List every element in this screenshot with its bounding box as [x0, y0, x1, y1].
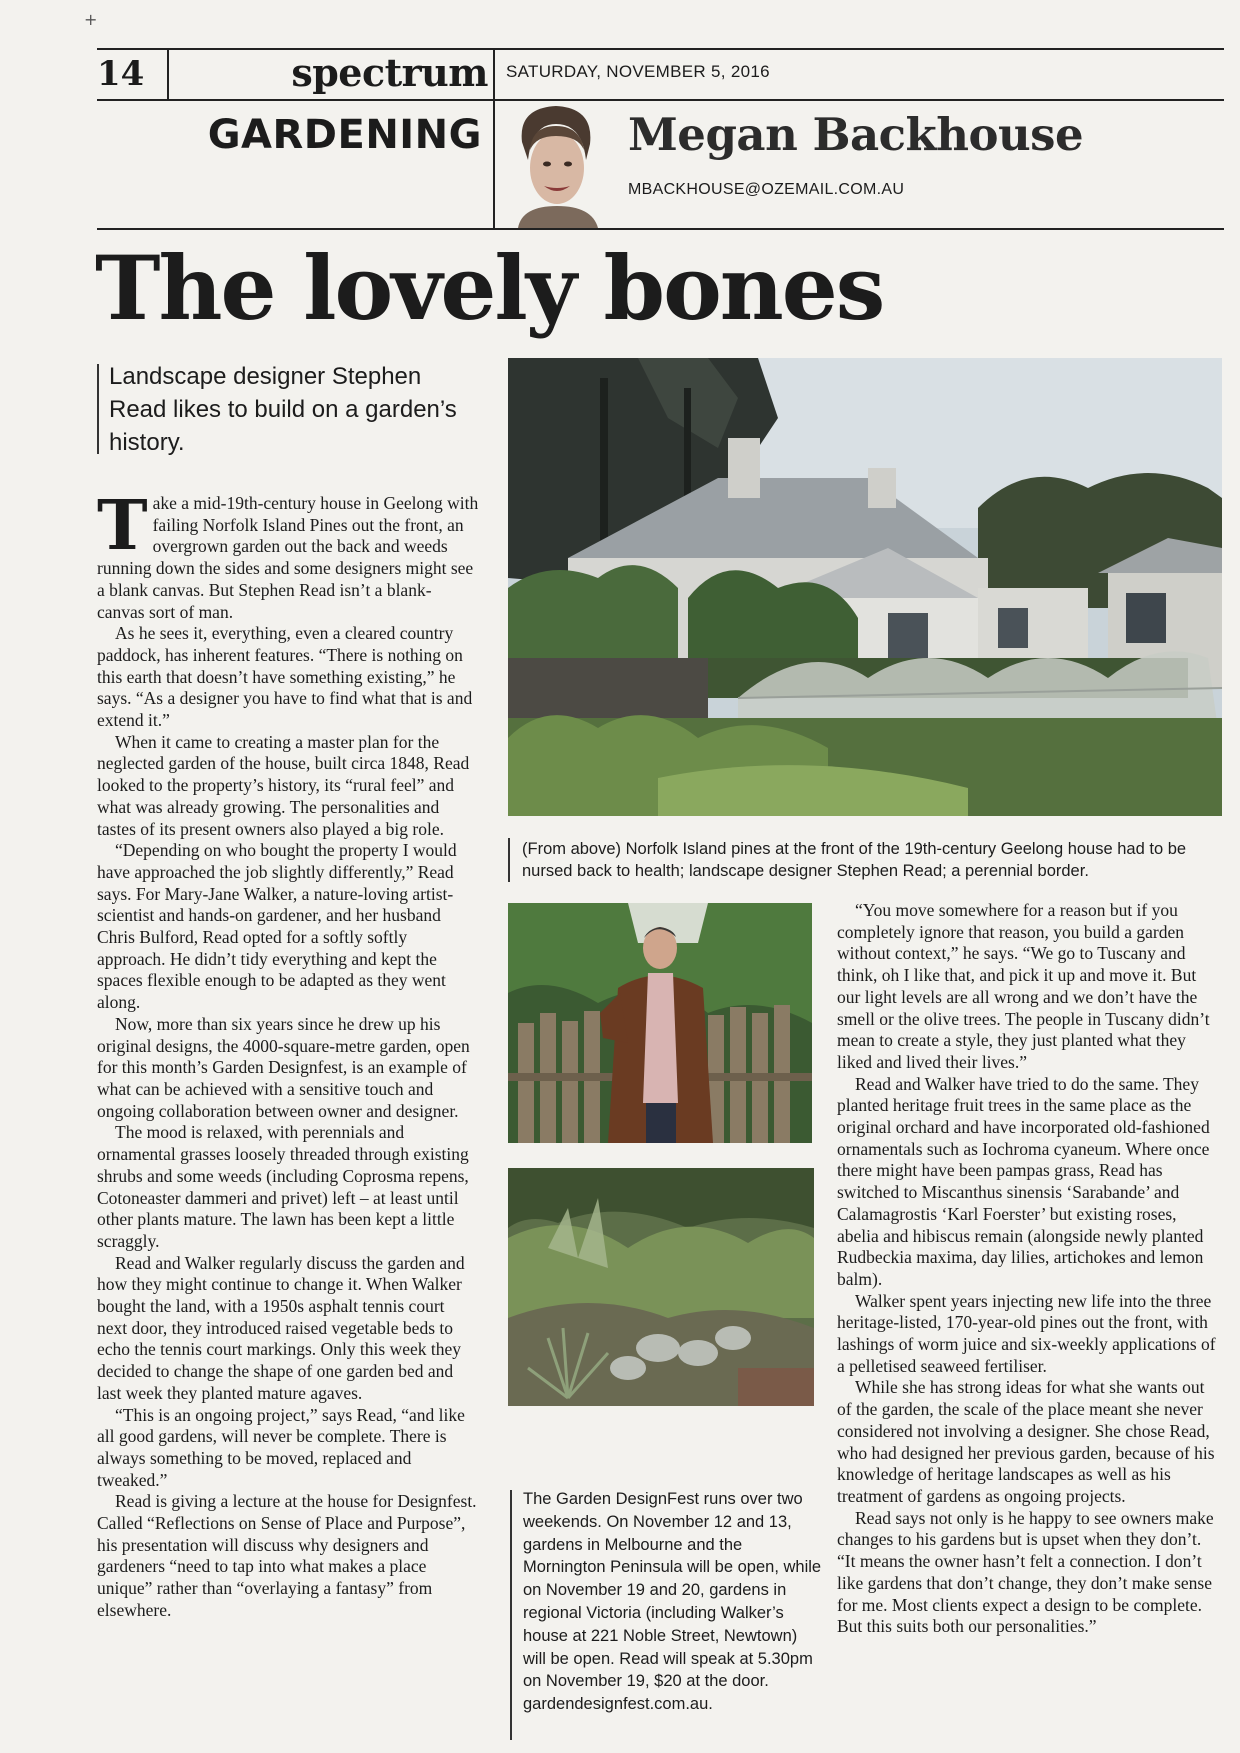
article-column-3 — [837, 900, 1220, 1638]
paragraph: Read and Walker have tried to do the same. They planted heritage fruit trees in the same place as the original orchard and have incorporated old-fashioned ornamentals such as Iochroma cyaneum. Where once there might have been pampas grass, Read has switched to Miscanthus sinensis ‘Sarabande’ and Calamagrostis ‘Karl Foerster’ but existing roses, abelia and hibiscus remain (alongside newly planted Rudbeckia maxima, day lilies, artichokes and lemon balm). — [837, 1073, 1210, 1289]
paragraph: Read says not only is he happy to see owners make changes to his gardens but is upset when they don’t. “It means the owner hasn’t felt a connection. I don’t like gardens that don’t change, they don’t make sense for me. Most clients expect a design to be complete. But this suits both our personalities.” — [837, 1507, 1214, 1637]
paragraph: “You move somewhere for a reason but if you completely ignore that reason, you build a garden without context,” he says. “We go to Tuscany and think, oh I like that, and pick it up and move it. But our light levels are all wrong and we don’t have the smell or the olive trees. The people in Tuscany didn’t mean to create a style, they just planted what they liked and lived their lives.” — [837, 900, 1210, 1072]
perennial-border-photo — [508, 1168, 814, 1406]
header-bottom-rule — [97, 228, 1224, 230]
dateline: SATURDAY, NOVEMBER 5, 2016 — [506, 62, 770, 81]
header-divider — [167, 48, 169, 100]
author-email[interactable]: MBACKHOUSE@OZEMAIL.COM.AU — [628, 181, 905, 198]
author-portrait — [508, 102, 606, 228]
article-column-1 — [97, 486, 479, 1622]
paragraph: The mood is relaxed, with perennials and ornamental grasses loosely threaded through existing shrubs and some weeds (including Coprosma repens, Cotoneaster dammeri and privet) left – at least until other plants mature. The lawn has been kept a little scraggly. — [97, 1122, 469, 1251]
page-number: 14 — [97, 54, 145, 94]
photo-caption: (From above) Norfolk Island pines at the front of the 19th-century Geelong house had to be nursed back to health; landscape designer Stephen Read; a perennial border. — [522, 840, 1187, 880]
paragraph: “This is an ongoing project,” says Read, “and like all good gardens, will never be complete. There is always something to be moved, replaced and tweaked.” — [97, 1404, 465, 1490]
infobox-rule — [510, 1490, 512, 1740]
paragraph: “Depending on who bought the property I would have approached the job slightly differently,” Read says. For Mary-Jane Walker, a nature-loving artist-scientist and hands-on gardener, and her husband Chris Bulford, Read opted for a softly softly approach. He didn’t tidy everything and kept the spaces flexible enough to be adapted as they went along. — [97, 840, 457, 1013]
masthead: spectrum — [291, 50, 488, 95]
header-middle-rule — [97, 99, 1224, 101]
paragraph: When it came to creating a master plan for the neglected garden of the house, built circa 1848, Read looked to the property’s history, its “rural feel” and what was already growing. The personalities and tastes of its present owners also played a big role. — [97, 731, 470, 839]
event-infobox: The Garden DesignFest runs over two weekends. On November 12 and 13, gardens in Melbourne and the Mornington Peninsula will be open, while on November 19 and 20, gardens in regional Victoria (including Walker’s house at 221 Noble Street, Newtown) will be open. Read will speak at 5.30pm on November 19, $20 at the door. gardendesignfest.com.au. — [523, 1490, 822, 1714]
section-label: GARDENING — [207, 112, 482, 158]
headline: The lovely bones — [95, 236, 884, 340]
paragraph: As he sees it, everything, even a cleared country paddock, has inherent features. “There is nothing on this earth that doesn’t have something existing,” he says. “As a designer you have to find what that is and extend it.” — [97, 623, 473, 731]
paragraph: Now, more than six years since he drew up his original designs, the 4000-square-metre garden, open for this month’s Garden Designfest, is an example of what can be achieved with a sensitive touch and ongoing collaboration between owner and designer. — [97, 1013, 470, 1121]
header-divider — [493, 48, 495, 229]
paragraph: Read is giving a lecture at the house for Designfest. Called “Reflections on Sense of Place and Purpose”, his presentation will discuss why designers and gardeners “need to tap into what makes a place unique” rather than “overlaying a fantasy” from elsewhere. — [97, 1491, 477, 1620]
designer-photo — [508, 903, 812, 1143]
paragraph: While she has strong ideas for what she wants out of the garden, the scale of the place meant she never considered not involving a designer. She chose Read, who had designed her previous garden, because of his knowledge of heritage landscapes as well as his treatment of gardens as ongoing projects. — [837, 1377, 1215, 1506]
author-name: Megan Backhouse — [628, 108, 1084, 161]
standfirst: Landscape designer Stephen Read likes to build on a garden’s history. — [109, 363, 457, 456]
crop-mark-icon: + — [84, 10, 98, 29]
caption-rule — [508, 838, 510, 882]
house-photo — [508, 358, 1222, 816]
paragraph: Walker spent years injecting new life into the three heritage-listed, 170-year-old pines out the front, with lashings of worm juice and six-weekly applications of a pelletised seaweed fertiliser. — [837, 1290, 1216, 1376]
paragraph: Read and Walker regularly discuss the garden and how they might continue to change it. When Walker bought the land, with a 1950s asphalt tennis court next door, they introduced raised vegetable beds to echo the tennis court markings. Only this week they decided to change the shape of one garden bed and last week they planted mature agaves. — [97, 1252, 465, 1403]
paragraph: Take a mid-19th-century house in Geelong with failing Norfolk Island Pines out the front, an overgrown garden out the back and weeds running down the sides and some designers might see a blank canvas. But Stephen Read isn’t a blank-canvas sort of man. — [97, 486, 479, 622]
standfirst-rule — [97, 364, 99, 454]
